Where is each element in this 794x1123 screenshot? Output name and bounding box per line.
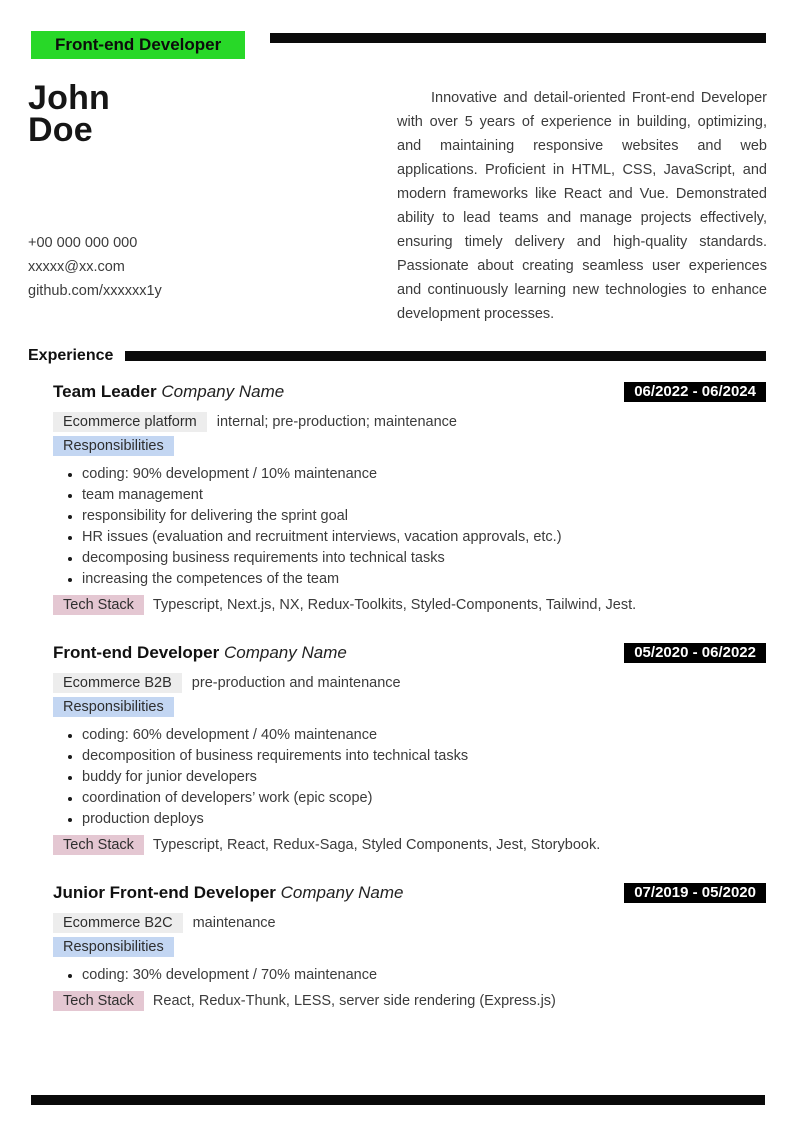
- bullet-list: [53, 464, 766, 590]
- job-header: [53, 382, 766, 402]
- bullet-item: • production deploys: [82, 809, 766, 830]
- contact-github: github.com/xxxxxx1y: [28, 283, 162, 299]
- job-entry: [53, 382, 766, 615]
- tech-stack-row: [53, 835, 766, 855]
- contact-phone: +00 000 000 000: [28, 235, 138, 251]
- jobs-list: [53, 382, 766, 1011]
- bullet-item: • increasing the competences of the team: [82, 569, 766, 590]
- tech-stack-row: [53, 991, 766, 1011]
- job-title-company: Company Name: [223, 643, 347, 662]
- job-entry: [53, 643, 766, 855]
- contact-email: xxxxx@xx.com: [28, 259, 125, 275]
- section-rule: [125, 351, 766, 361]
- responsibilities-badge: Responsibilities: [53, 436, 174, 456]
- bullet-item: • HR issues (evaluation and recruitment interviews, vacation approvals, etc.): [82, 527, 766, 548]
- section-header: [28, 347, 766, 365]
- job-entry: [53, 883, 766, 1011]
- name-first: John: [28, 79, 111, 117]
- bullet-list: [53, 965, 766, 986]
- job-date-badge: 05/2020 - 06/2022: [624, 643, 766, 663]
- job-title-role: Front-end Developer: [53, 643, 220, 662]
- bullet-item: • decomposing business requirements into technical tasks: [82, 548, 766, 569]
- experience-section: [28, 347, 766, 1011]
- tech-stack-list: Typescript, Next.js, NX, Redux-Toolkits, Styled-Components, Tailwind, Jest.: [152, 597, 637, 613]
- name-last: Doe: [28, 111, 93, 149]
- job-title-role: Junior Front-end Developer: [53, 883, 276, 902]
- job-header: [53, 643, 766, 663]
- header-rule: [270, 33, 766, 43]
- page-header: [31, 31, 766, 59]
- job-title-company: Company Name: [280, 883, 404, 902]
- tech-stack-list: React, Redux-Thunk, LESS, server side rendering (Express.js): [152, 993, 556, 1009]
- job-title: [53, 382, 284, 402]
- contact-block: [28, 231, 162, 303]
- project-row: [53, 913, 766, 933]
- project-note: maintenance: [192, 915, 276, 931]
- role-badge: Front-end Developer: [31, 31, 245, 59]
- bullet-item: • coding: 30% development / 70% maintenance: [82, 965, 766, 986]
- job-date-badge: 06/2022 - 06/2024: [624, 382, 766, 402]
- project-badge: Ecommerce platform: [53, 412, 207, 432]
- footer-rule: [31, 1095, 765, 1105]
- job-header: [53, 883, 766, 903]
- bullet-item: • decomposition of business requirements into technical tasks: [82, 746, 766, 767]
- bullet-item: • coordination of developers’ work (epic scope): [82, 788, 766, 809]
- project-row: [53, 412, 766, 432]
- bullet-item: • responsibility for delivering the sprint goal: [82, 506, 766, 527]
- bullet-item: • team management: [82, 485, 766, 506]
- project-badge: Ecommerce B2C: [53, 913, 183, 933]
- tech-stack-badge: Tech Stack: [53, 991, 144, 1011]
- project-note: internal; pre-production; maintenance: [216, 414, 457, 430]
- project-badge: Ecommerce B2B: [53, 673, 182, 693]
- project-row: [53, 673, 766, 693]
- tech-stack-badge: Tech Stack: [53, 595, 144, 615]
- responsibilities-row: [53, 937, 766, 957]
- responsibilities-badge: Responsibilities: [53, 937, 174, 957]
- bullet-item: • coding: 60% development / 40% maintenance: [82, 725, 766, 746]
- bullet-list: [53, 725, 766, 830]
- summary-text: Innovative and detail-oriented Front-end Developer with over 5 years of experience in building, optimizing, and maintaining responsive websites and web applications. Proficient in HTML, CSS, JavaScript, and modern frameworks like React and Vue. Demonstrated ability to lead teams and manage projects effectively, ensuring timely delivery and high-quality standards. Passionate about creating seamless user experiences and continuously learning new technologies to enhance development processes.: [397, 90, 767, 322]
- tech-stack-badge: Tech Stack: [53, 835, 144, 855]
- section-title: Experience: [28, 347, 114, 364]
- tech-stack-row: [53, 595, 766, 615]
- job-title-company: Company Name: [161, 382, 285, 401]
- tech-stack-list: Typescript, React, Redux-Saga, Styled Components, Jest, Storybook.: [152, 837, 601, 853]
- responsibilities-row: [53, 436, 766, 456]
- bullet-item: • buddy for junior developers: [82, 767, 766, 788]
- bullet-item: • coding: 90% development / 10% maintenance: [82, 464, 766, 485]
- job-title-role: Team Leader: [53, 382, 157, 401]
- responsibilities-badge: Responsibilities: [53, 697, 174, 717]
- responsibilities-row: [53, 697, 766, 717]
- project-note: pre-production and maintenance: [191, 675, 401, 691]
- job-title: [53, 883, 403, 903]
- candidate-name: [28, 79, 111, 149]
- job-date-badge: 07/2019 - 05/2020: [624, 883, 766, 903]
- job-title: [53, 643, 347, 663]
